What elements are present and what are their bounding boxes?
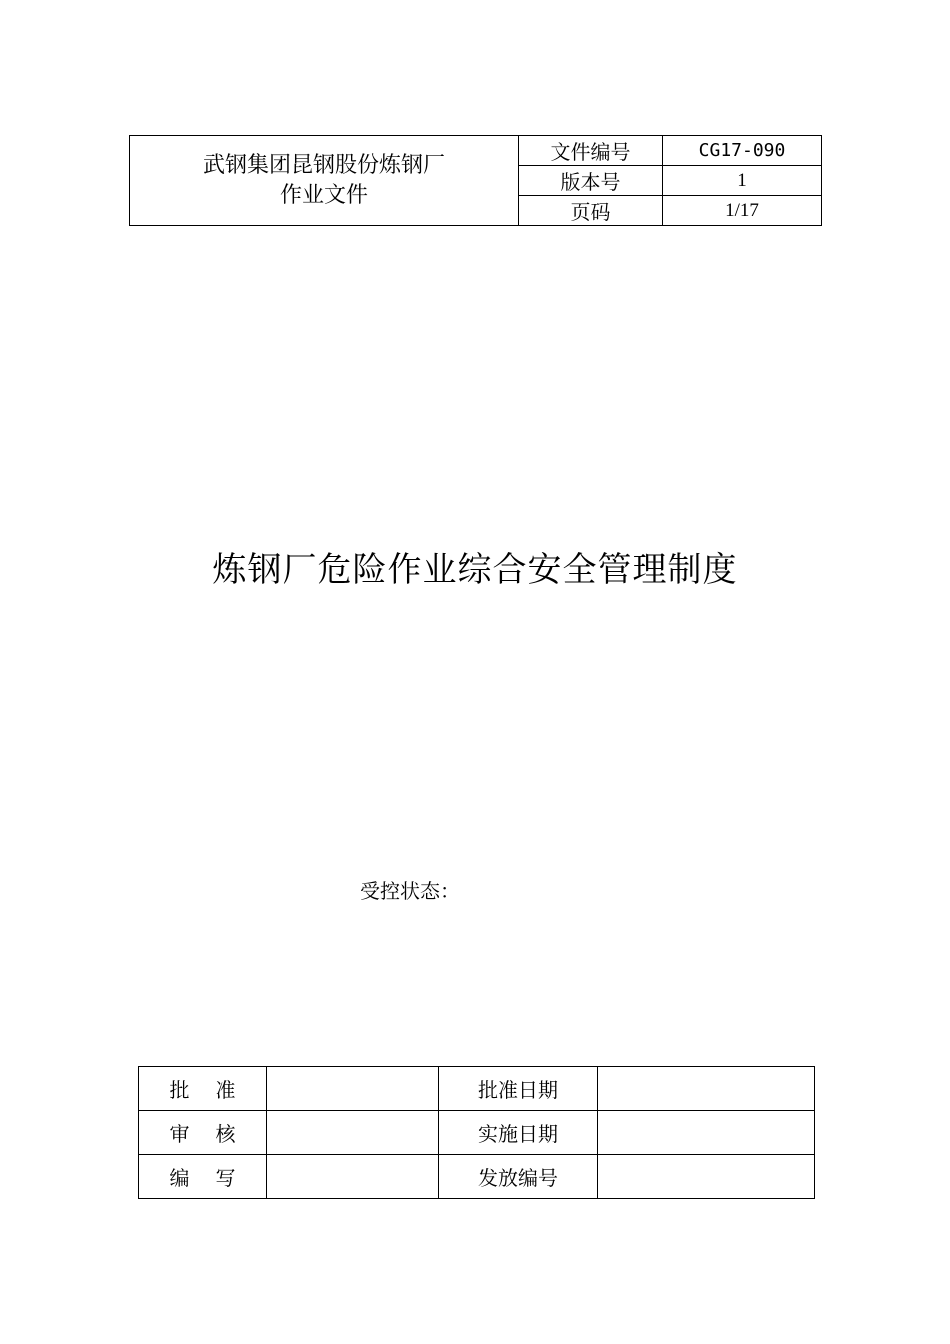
file-number-label: 文件编号 <box>519 136 663 166</box>
author-label: 编写 <box>139 1155 267 1199</box>
author-value <box>267 1155 439 1199</box>
signoff-row-author <box>139 1155 815 1199</box>
distribution-number-label: 发放编号 <box>439 1155 598 1199</box>
approval-date-value <box>598 1067 815 1111</box>
approve-label: 批准 <box>139 1067 267 1111</box>
version-value: 1 <box>663 166 822 196</box>
document-header-table <box>129 135 822 226</box>
implementation-date-value <box>598 1111 815 1155</box>
approval-date-label: 批准日期 <box>439 1067 598 1111</box>
document-category: 作业文件 <box>279 182 368 208</box>
page-number-label: 页码 <box>519 196 663 226</box>
signoff-row-review <box>139 1111 815 1155</box>
distribution-number-value <box>598 1155 815 1199</box>
signoff-row-approve <box>139 1067 815 1111</box>
document-title: 炼钢厂危险作业综合安全管理制度 <box>212 550 738 590</box>
signoff-table <box>138 1066 815 1199</box>
control-status-label: 受控状态： <box>360 879 460 903</box>
organization-name: 武钢集团昆钢股份炼钢厂 <box>202 152 445 178</box>
review-value <box>267 1111 439 1155</box>
approve-value <box>267 1067 439 1111</box>
implementation-date-label: 实施日期 <box>439 1111 598 1155</box>
review-label: 审核 <box>139 1111 267 1155</box>
page-number-value: 1/17 <box>663 196 822 226</box>
version-label: 版本号 <box>519 166 663 196</box>
file-number-value: CG17-090 <box>663 136 822 166</box>
organization-cell <box>130 136 519 226</box>
